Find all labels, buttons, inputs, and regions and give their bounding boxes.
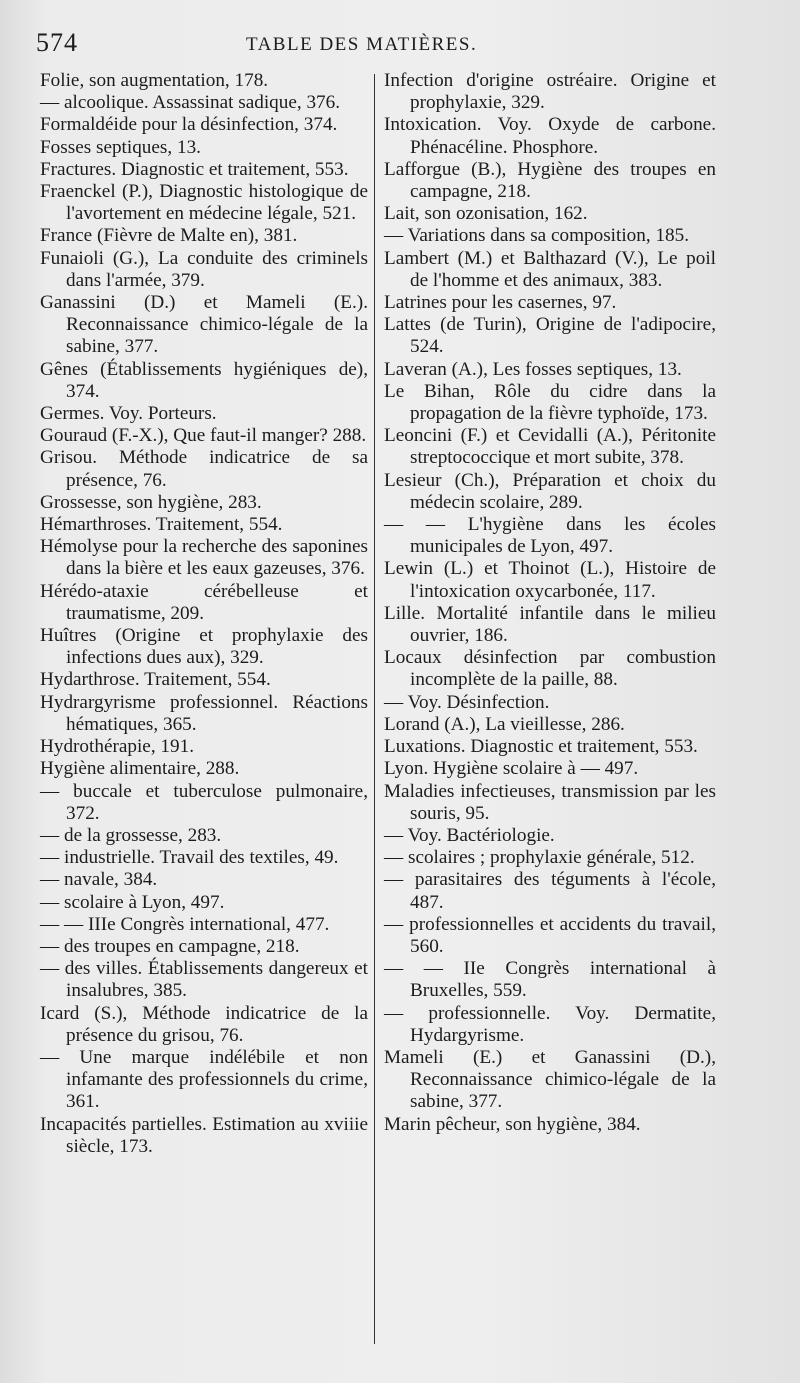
index-entry: Laveran (A.), Les fosses septiques, 13.: [384, 358, 682, 380]
index-entry: Incapacités partielles. Estimation au xviiie siècle, 173.: [40, 1113, 368, 1157]
index-entry: Hémolyse pour la recherche des saponines dans la bière et les eaux gazeuses, 376.: [40, 536, 368, 580]
index-entry: — navale, 384.: [40, 869, 158, 891]
index-entry: — — L'hygiène dans les écoles municipales de Lyon, 497.: [384, 514, 716, 558]
index-entry: — Une marque indélébile et non infamante des professionnels du crime, 361.: [40, 1046, 368, 1113]
index-entry: Hérédo-ataxie cérébelleuse et traumatisme, 209.: [40, 580, 368, 624]
index-entry: Hémarthroses. Traitement, 554.: [40, 514, 283, 536]
index-entry: Lesieur (Ch.), Préparation et choix du médecin scolaire, 289.: [384, 469, 716, 513]
index-entry: Leoncini (F.) et Cevidalli (A.), Péritonite streptococcique et mort subite, 378.: [384, 425, 716, 469]
index-entry: Lewin (L.) et Thoinot (L.), Histoire de l'intoxication oxycarbonée, 117.: [384, 558, 716, 602]
index-entry: Lorand (A.), La vieillesse, 286.: [384, 713, 625, 735]
index-entry: Infection d'origine ostréaire. Origine et prophylaxie, 329.: [384, 70, 716, 114]
index-entry: — industrielle. Travail des textiles, 49.: [40, 847, 339, 869]
index-entry: Maladies infectieuses, transmission par les souris, 95.: [384, 780, 716, 824]
index-entry: Funaioli (G.), La conduite des criminels dans l'armée, 379.: [40, 247, 368, 291]
index-entry: Fosses septiques, 13.: [40, 136, 201, 158]
index-entry: — des troupes en campagne, 218.: [40, 935, 300, 957]
index-column-right: [384, 70, 716, 1136]
index-entry: Mameli (E.) et Ganassini (D.), Reconnaissance chimico-légale de la sabine, 377.: [384, 1046, 716, 1113]
index-entry: Lattes (de Turin), Origine de l'adipocire, 524.: [384, 314, 716, 358]
index-entry: Lait, son ozonisation, 162.: [384, 203, 588, 225]
index-entry: Grossesse, son hygiène, 283.: [40, 491, 262, 513]
index-entry: France (Fièvre de Malte en), 381.: [40, 225, 298, 247]
column-divider: [374, 74, 375, 1344]
index-entry: Luxations. Diagnostic et traitement, 553.: [384, 736, 698, 758]
index-entry: Grisou. Méthode indicatrice de sa présence, 76.: [40, 447, 368, 491]
index-column-left: [40, 70, 368, 1158]
index-entry: Fraenckel (P.), Diagnostic histologique de l'avortement en médecine légale, 521.: [40, 181, 368, 225]
index-entry: Icard (S.), Méthode indicatrice de la présence du grisou, 76.: [40, 1002, 368, 1046]
index-entry: Germes. Voy. Porteurs.: [40, 403, 217, 425]
index-entry: — scolaires ; prophylaxie générale, 512.: [384, 847, 695, 869]
index-entry: Huîtres (Origine et prophylaxie des infections dues aux), 329.: [40, 625, 368, 669]
index-entry: Lyon. Hygiène scolaire à — 497.: [384, 758, 639, 780]
page-number: 574: [36, 28, 78, 57]
running-title: TABLE DES MATIÈRES.: [246, 34, 478, 55]
index-entry: — des villes. Établissements dangereux et insalubres, 385.: [40, 958, 368, 1002]
page-header: [36, 28, 764, 62]
index-entry: Gouraud (F.-X.), Que faut-il manger? 288.: [40, 425, 367, 447]
index-entry: Hydrargyrisme professionnel. Réactions hématiques, 365.: [40, 691, 368, 735]
index-entry: — de la grossesse, 283.: [40, 824, 222, 846]
index-entry: Folie, son augmentation, 178.: [40, 70, 269, 91]
index-entry: Intoxication. Voy. Oxyde de carbone. Phénacéline. Phosphore.: [384, 114, 716, 158]
index-entry: Hydrothérapie, 191.: [40, 736, 194, 758]
index-entry: — buccale et tuberculose pulmonaire, 372.: [40, 780, 368, 824]
index-entry: Formaldéide pour la désinfection, 374.: [40, 114, 338, 136]
index-entry: — professionnelle. Voy. Dermatite, Hydargyrisme.: [384, 1002, 716, 1046]
index-entry: — Voy. Bactériologie.: [384, 824, 555, 846]
index-entry: Marin pêcheur, son hygiène, 384.: [384, 1113, 641, 1135]
index-entry: Lille. Mortalité infantile dans le milieu ouvrier, 186.: [384, 602, 716, 647]
index-entry: Lafforgue (B.), Hygiène des troupes en campagne, 218.: [384, 158, 716, 203]
index-entry: Ganassini (D.) et Mameli (E.). Reconnaissance chimico-légale de la sabine, 377.: [40, 292, 368, 358]
index-entry: — parasitaires des téguments à l'école, 487.: [384, 869, 716, 913]
index-entry: — scolaire à Lyon, 497.: [40, 891, 225, 913]
index-entry: — Variations dans sa composition, 185.: [384, 225, 690, 247]
index-entry: Hygiène alimentaire, 288.: [40, 758, 240, 780]
index-entry: Gênes (Établissements hygiéniques de), 374.: [40, 358, 368, 402]
index-entry: Latrines pour les casernes, 97.: [384, 292, 617, 314]
index-entry: — professionnelles et accidents du travail, 560.: [384, 913, 716, 957]
index-entry: Le Bihan, Rôle du cidre dans la propagation de la fièvre typhoïde, 173.: [384, 380, 716, 425]
index-entry: — — IIe Congrès international à Bruxelles, 559.: [384, 958, 716, 1002]
index-entry: — — IIIe Congrès international, 477.: [40, 913, 330, 935]
index-entry: Fractures. Diagnostic et traitement, 553.: [40, 158, 349, 180]
index-entry: — alcoolique. Assassinat sadique, 376.: [40, 92, 341, 114]
index-entry: Lambert (M.) et Balthazard (V.), Le poil de l'homme et des animaux, 383.: [384, 247, 716, 291]
index-entry: Hydarthrose. Traitement, 554.: [40, 669, 271, 691]
index-entry: Locaux désinfection par combustion incomplète de la paille, 88.: [384, 647, 716, 691]
index-entry: — Voy. Désinfection.: [384, 691, 550, 713]
